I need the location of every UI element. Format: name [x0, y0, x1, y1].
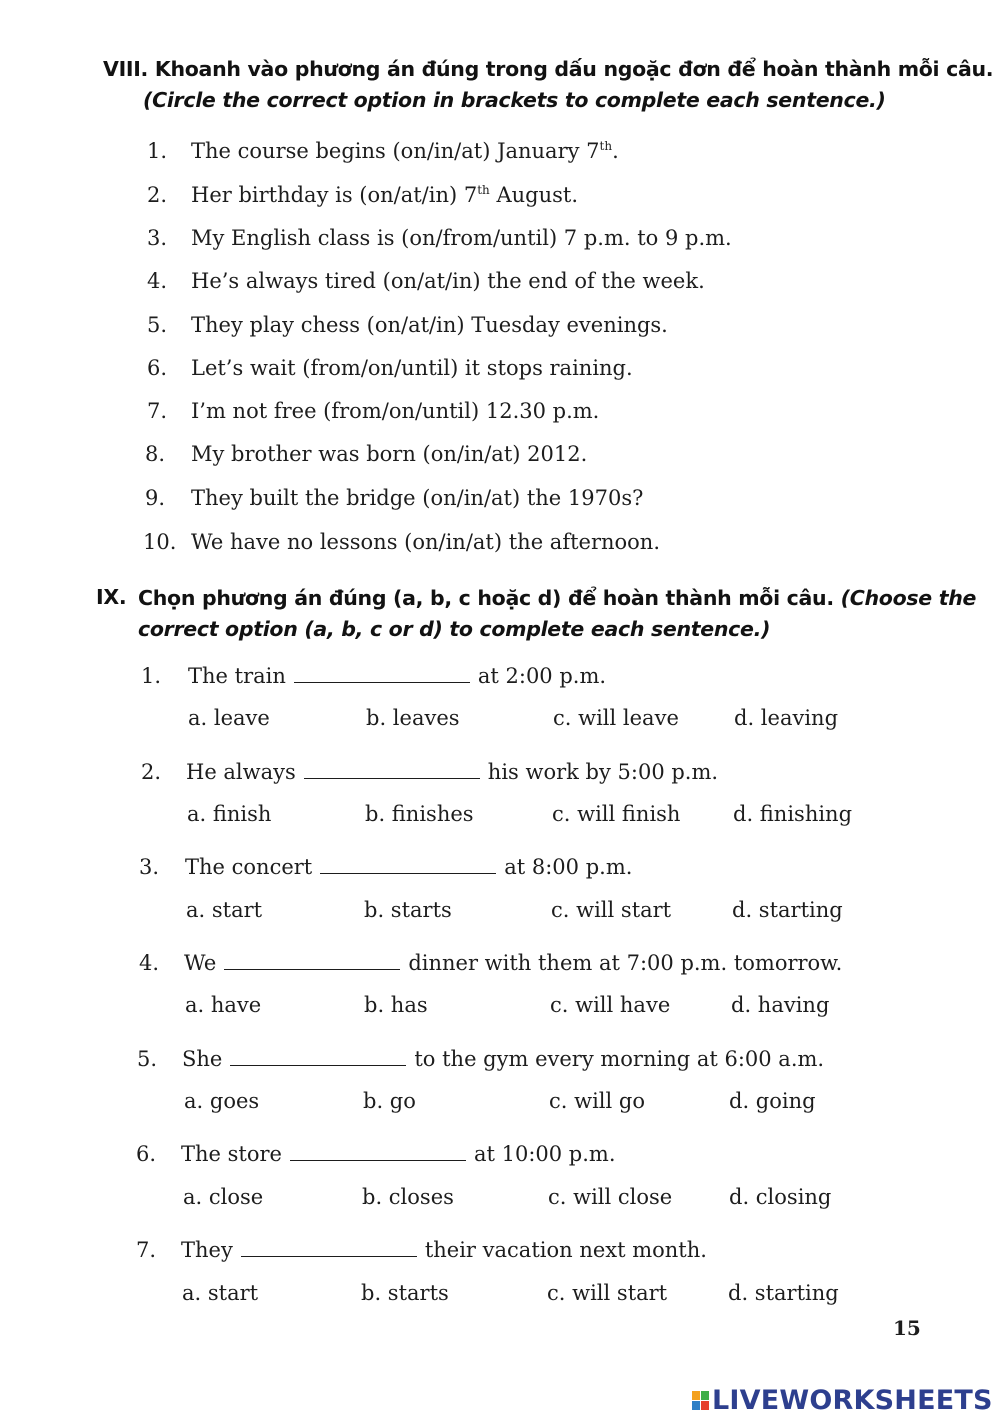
answer-option-d[interactable]: d. going [729, 1089, 816, 1113]
stem-after-blank: at 2:00 p.m. [477, 664, 607, 688]
answer-option-d[interactable]: d. finishing [733, 802, 853, 826]
item-text-main: I’m not free (from/on/until) 12.30 p.m. [191, 399, 600, 423]
answer-option-c[interactable]: c. will leave [553, 706, 679, 730]
item-text-main: He’s always tired (on/at/in) the end of the week. [191, 269, 705, 293]
stem-before-blank: He always [186, 760, 296, 784]
section-8-item-number: 8. [145, 442, 166, 466]
item-text-main: We have no lessons (on/in/at) the afternoon. [191, 530, 661, 554]
item-text-main: Let’s wait (from/on/until) it stops raining. [191, 356, 633, 380]
section-9-title [138, 586, 976, 610]
section-8-item-text [191, 530, 660, 554]
answer-option-c[interactable]: c. will have [550, 993, 671, 1017]
section-8-item-text [191, 183, 578, 207]
section-9-title-vi: Chọn phương án đúng (a, b, c hoặc d) để hoàn thành mỗi câu. [138, 586, 834, 610]
section-8-item-number: 10. [143, 530, 177, 554]
section-8-item-number: 5. [147, 313, 168, 337]
question-number: 2. [141, 760, 162, 784]
answer-option-b[interactable]: b. has [364, 993, 428, 1017]
stem-before-blank: The store [181, 1142, 282, 1166]
section-8-item-number: 2. [147, 183, 168, 207]
answer-option-c[interactable]: c. will finish [552, 802, 681, 826]
section-8-item-text [191, 356, 633, 380]
section-8-item-number: 4. [147, 269, 168, 293]
stem-before-blank: The concert [185, 855, 313, 879]
answer-option-d[interactable]: d. having [731, 993, 830, 1017]
answer-option-c[interactable]: c. will close [548, 1185, 673, 1209]
answer-blank[interactable] [224, 951, 400, 970]
ordinal-suffix: th [599, 139, 613, 153]
brand-logo [692, 1385, 993, 1416]
stem-after-blank: at 10:00 p.m. [473, 1142, 616, 1166]
section-8-item-text [191, 486, 643, 510]
item-text-end: . [612, 139, 619, 163]
liveworksheets-logo-icon [692, 1391, 709, 1410]
answer-option-b[interactable]: b. closes [362, 1185, 454, 1209]
question-stem [182, 1047, 824, 1071]
answer-option-d[interactable]: d. leaving [734, 706, 839, 730]
answer-option-a[interactable]: a. goes [184, 1089, 260, 1113]
section-8-subtitle: (Circle the correct option in brackets to complete each sentence.) [143, 88, 886, 112]
stem-after-blank: at 8:00 p.m. [504, 855, 633, 879]
stem-before-blank: We [184, 951, 217, 975]
item-text-main: The course begins (on/in/at) January 7 [191, 139, 600, 163]
answer-option-a[interactable]: a. close [183, 1185, 264, 1209]
question-number: 6. [136, 1142, 157, 1166]
question-number: 7. [136, 1238, 157, 1262]
page-number: 15 [893, 1316, 921, 1340]
section-8-item-text [191, 313, 668, 337]
section-8-title: VIII. Khoanh vào phương án đúng trong dấu ngoặc đơn để hoàn thành mỗi câu. [103, 57, 994, 81]
question-number: 5. [137, 1047, 158, 1071]
answer-option-a[interactable]: a. start [182, 1281, 259, 1305]
question-number: 1. [141, 664, 162, 688]
answer-blank[interactable] [241, 1238, 417, 1257]
section-8-item-number: 3. [147, 226, 168, 250]
answer-option-b[interactable]: b. go [363, 1089, 416, 1113]
section-8-item-text [191, 226, 732, 250]
stem-before-blank: The train [188, 664, 286, 688]
item-text-main: My English class is (on/from/until) 7 p.m. to 9 p.m. [191, 226, 732, 250]
answer-blank[interactable] [304, 760, 480, 779]
question-stem [185, 855, 632, 879]
stem-after-blank: dinner with them at 7:00 p.m. tomorrow. [408, 951, 843, 975]
answer-blank[interactable] [294, 664, 470, 683]
section-8-item-text [191, 139, 619, 163]
item-text-main: They play chess (on/at/in) Tuesday evenings. [191, 313, 668, 337]
item-text-main: Her birthday is (on/at/in) 7 [191, 183, 478, 207]
section-9-title-en: (Choose the [840, 586, 977, 610]
section-8-item-text [191, 442, 587, 466]
section-8-item-text [191, 269, 705, 293]
answer-option-a[interactable]: a. leave [188, 706, 270, 730]
stem-after-blank: their vacation next month. [424, 1238, 707, 1262]
question-number: 3. [139, 855, 160, 879]
answer-blank[interactable] [290, 1142, 466, 1161]
stem-before-blank: She [182, 1047, 223, 1071]
item-text-main: They built the bridge (on/in/at) the 1970s? [191, 486, 644, 510]
answer-option-b[interactable]: b. finishes [365, 802, 474, 826]
answer-option-b[interactable]: b. starts [364, 898, 452, 922]
answer-option-c[interactable]: c. will start [551, 898, 672, 922]
answer-option-d[interactable]: d. starting [728, 1281, 839, 1305]
answer-option-a[interactable]: a. have [185, 993, 262, 1017]
section-9-number: IX. [96, 585, 127, 609]
answer-option-d[interactable]: d. starting [732, 898, 843, 922]
answer-option-b[interactable]: b. starts [361, 1281, 449, 1305]
section-8-item-number: 9. [145, 486, 166, 510]
section-8-item-number: 7. [147, 399, 168, 423]
question-stem [181, 1142, 616, 1166]
question-stem [184, 951, 842, 975]
section-8-item-number: 6. [147, 356, 168, 380]
question-stem [188, 664, 606, 688]
answer-option-b[interactable]: b. leaves [366, 706, 460, 730]
section-8-item-number: 1. [147, 139, 168, 163]
question-stem [181, 1238, 707, 1262]
question-stem [186, 760, 718, 784]
brand-name: LIVEWORKSHEETS [712, 1385, 993, 1416]
answer-option-c[interactable]: c. will start [547, 1281, 668, 1305]
answer-option-d[interactable]: d. closing [729, 1185, 832, 1209]
answer-blank[interactable] [230, 1047, 406, 1066]
answer-blank[interactable] [320, 855, 496, 874]
answer-option-a[interactable]: a. finish [187, 802, 272, 826]
stem-after-blank: his work by 5:00 p.m. [487, 760, 719, 784]
ordinal-suffix: th [477, 183, 490, 197]
question-number: 4. [139, 951, 160, 975]
answer-option-c[interactable]: c. will go [549, 1089, 645, 1113]
section-9-subtitle: correct option (a, b, c or d) to complete each sentence.) [138, 617, 771, 641]
stem-after-blank: to the gym every morning at 6:00 a.m. [414, 1047, 825, 1071]
stem-before-blank: They [181, 1238, 233, 1262]
section-8-item-text [191, 399, 599, 423]
item-text-main: My brother was born (on/in/at) 2012. [191, 442, 588, 466]
answer-option-a[interactable]: a. start [186, 898, 263, 922]
item-text-end: August. [489, 183, 579, 207]
